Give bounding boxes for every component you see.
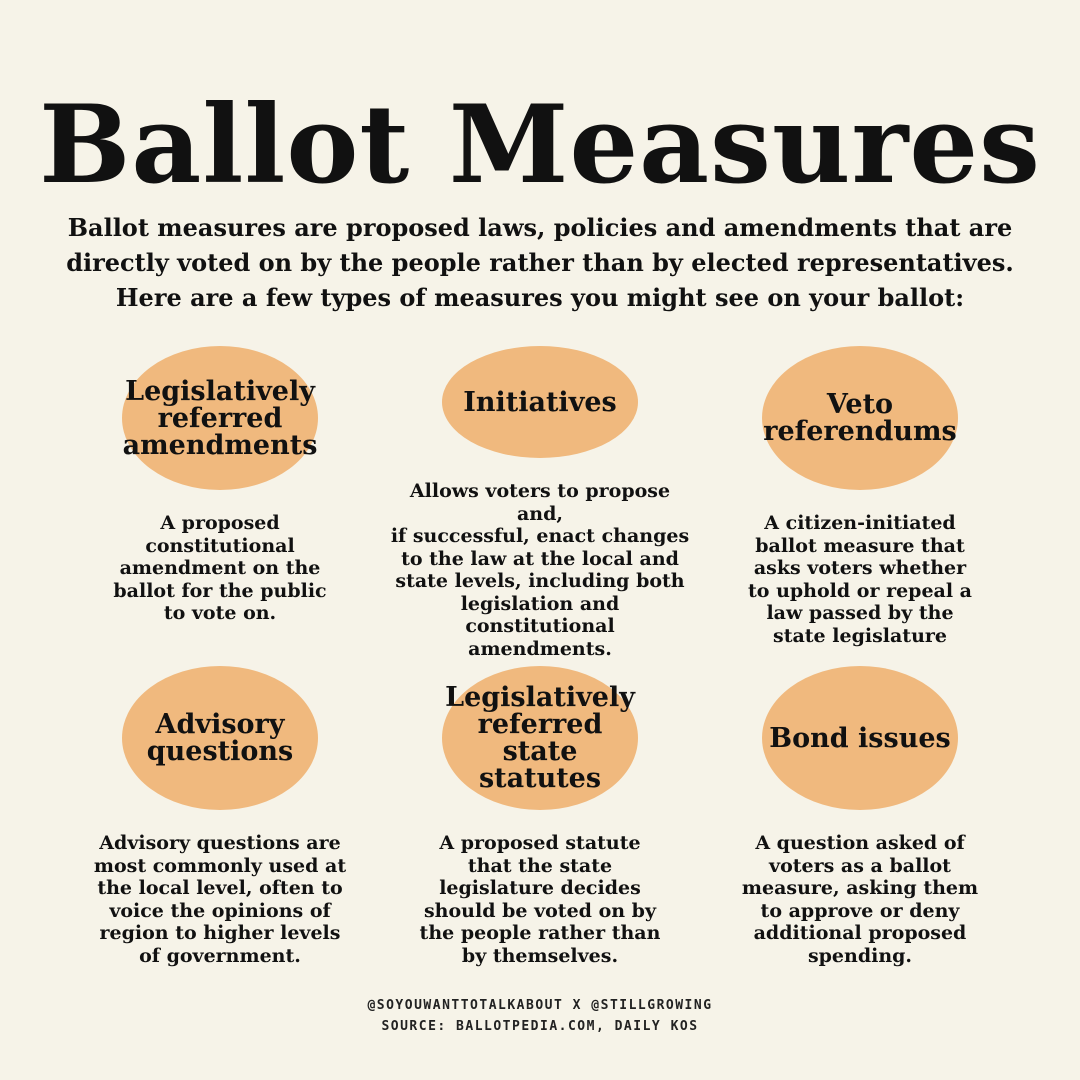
measure-oval [762,666,958,810]
measure-oval [122,666,318,810]
measure-oval [762,346,958,490]
measure-description: A proposed statute that the state legislature decides should be voted on by the people rather than by themselves. [419,832,661,967]
intro-paragraph [60,210,1020,315]
measure-description: A question asked of voters as a ballot measure, asking them to approve or deny additional proposed spending. [741,832,979,967]
measure-title: Initiatives [463,386,617,418]
intro-line: directly voted on by the people rather than by elected representatives. [66,248,1014,277]
measure-title: Veto referendums [763,389,957,447]
measure-description: Allows voters to propose and, if successful, enact changes to the law at the local and state levels, including both legislation and constitutional amendments. [390,480,690,660]
measure-card-legislatively-referred-state-statutes [380,660,700,980]
intro-line: Ballot measures are proposed laws, policies and amendments that are [67,213,1013,242]
measure-title: Bond issues [769,722,951,754]
measure-description: A proposed constitutional amendment on the ballot for the public to vote on. [113,512,327,624]
measure-card-advisory-questions [60,660,380,980]
page-title: Ballot Measures [39,82,1041,208]
measure-card-initiatives [380,340,700,660]
measure-title: Legislatively referred state statutes [445,682,635,794]
measure-oval [442,346,638,458]
measure-oval [442,666,638,810]
measure-card-bond-issues [700,660,1020,980]
intro-line: Here are a few types of measures you might see on your ballot: [115,283,965,312]
footer [0,995,1080,1037]
measure-oval [122,346,318,490]
measures-grid [60,340,1020,980]
measure-title: Advisory questions [146,709,294,767]
measure-description: A citizen-initiated ballot measure that asks voters whether to uphold or repeal a law passed by the state legislature [748,512,972,647]
measure-card-veto-referendums [700,340,1020,660]
footer-credit: @SOYOUWANTTOTALKABOUT X @STILLGROWING [367,998,713,1013]
measure-title: Legislatively referred amendments [122,375,318,461]
footer-source: SOURCE: BALLOTPEDIA.COM, DAILY KOS [381,1019,699,1034]
measure-description: Advisory questions are most commonly used at the local level, often to voice the opinions of region to higher levels of government. [93,832,347,967]
measure-card-legislatively-referred-amendments [60,340,380,660]
